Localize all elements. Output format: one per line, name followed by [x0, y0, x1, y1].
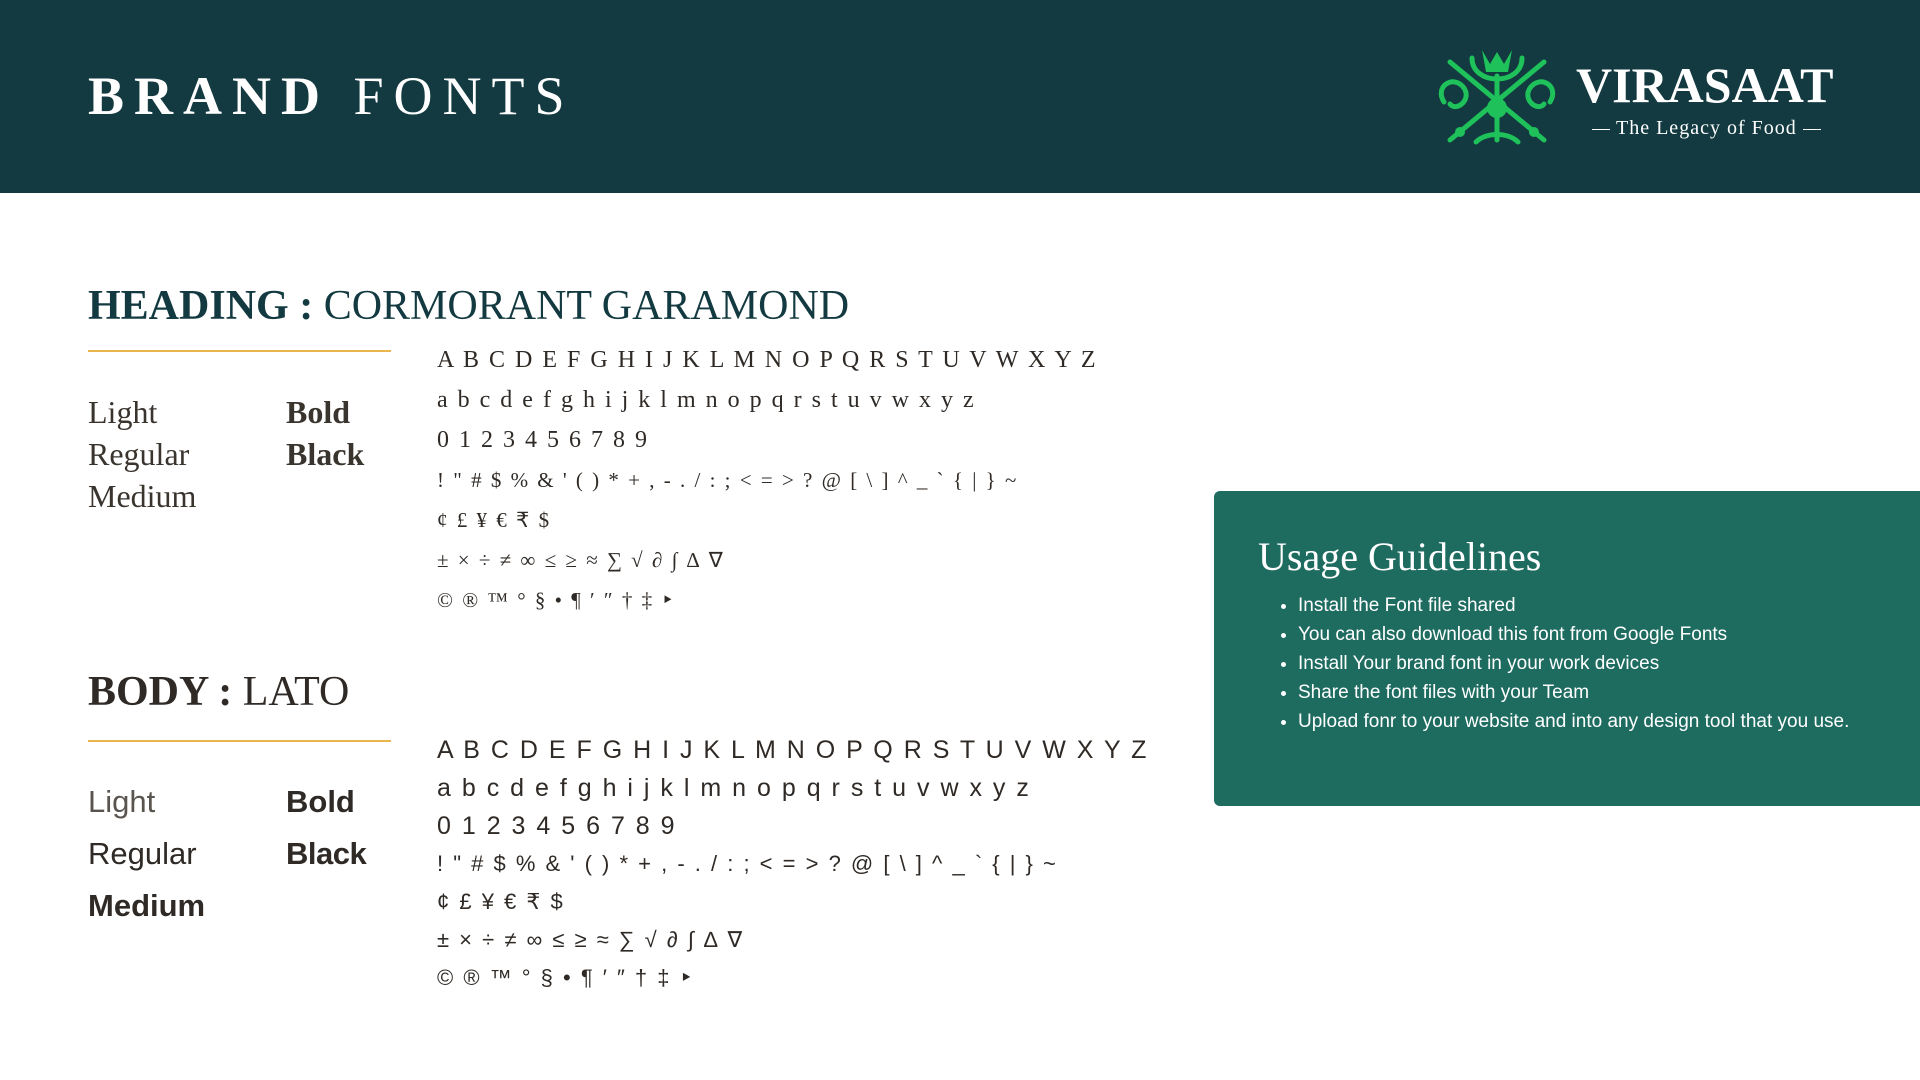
body-glyphs-punctuation: ! " # $ % & ' ( ) * + , - . / : ; < = > ? @ [ \ ] ^ _ ` { | } ~ [437, 851, 1058, 876]
guideline-item: • Upload fonr to your website and into any design tool that you use. [1298, 707, 1920, 736]
body-glyphs-currency: ¢ £ ¥ € ₹ $ [437, 889, 565, 914]
guideline-item: • You can also download this font from Google Fonts [1298, 620, 1920, 649]
tagline-dash-left [1592, 129, 1610, 130]
guideline-item: • Install the Font file shared [1298, 591, 1920, 620]
body-font-name: LATO [242, 669, 350, 715]
body-glyph-specimen [437, 731, 1148, 997]
heading-glyphs-punctuation: ! " # $ % & ' ( ) * + , - . / : ; < = > ? @ [ \ ] ^ _ ` { | } ~ [437, 468, 1019, 492]
heading-weight-black: Black [286, 436, 365, 472]
page-title [88, 66, 575, 126]
heading-font-name: CORMORANT GARAMOND [323, 283, 850, 329]
guideline-item: • Share the font files with your Team [1298, 678, 1920, 707]
heading-weight-medium: Medium [88, 478, 197, 514]
guideline-item: • Install Your brand font in your work devices [1298, 649, 1920, 678]
body-font-label: BODY : [88, 669, 233, 715]
usage-guidelines-title: Usage Guidelines [1258, 534, 1542, 579]
page-title-light: FONTS [353, 66, 575, 126]
body-glyphs-math: ± × ÷ ≠ ∞ ≤ ≥ ≈ ∑ √ ∂ ∫ ∆ ∇ [437, 927, 745, 952]
body-weight-black: Black [286, 836, 367, 871]
heading-font-title [88, 282, 849, 330]
brand-tagline [1586, 116, 1827, 140]
usage-guidelines-list [1258, 591, 1920, 736]
heading-font-label: HEADING : [88, 283, 314, 329]
tagline-dash-right [1803, 129, 1821, 130]
body-font-title [88, 668, 349, 716]
usage-guidelines-panel [1214, 491, 1920, 806]
body-weight-regular: Regular [88, 836, 197, 871]
brand-tagline-text: The Legacy of Food [1616, 117, 1797, 139]
brand-name: VIRASAAT [1576, 57, 1834, 113]
heading-glyphs-symbols: © ® ™ ° § • ¶ ′ ″ † ‡ ‣ [437, 588, 676, 612]
body-weight-light: Light [88, 784, 156, 819]
heading-glyphs-currency: ¢ £ ¥ € ₹ $ [437, 508, 552, 532]
heading-weight-regular: Regular [88, 436, 190, 472]
heading-divider [88, 350, 391, 352]
heading-glyphs-uppercase: A B C D E F G H I J K L M N O P Q R S T U V W X Y Z [437, 347, 1098, 373]
body-glyphs-symbols: © ® ™ ° § • ¶ ′ ″ † ‡ ‣ [437, 965, 695, 990]
body-glyphs-numerals: 0 1 2 3 4 5 6 7 8 9 [437, 812, 677, 840]
heading-glyph-specimen [437, 340, 1098, 620]
body-divider [88, 740, 391, 742]
page-title-bold: BRAND [88, 66, 331, 126]
ornamental-fork-knife-emblem-icon [1432, 46, 1562, 152]
heading-glyphs-lowercase: a b c d e f g h i j k l m n o p q r s t u v w x y z [437, 387, 976, 413]
body-weight-bold: Bold [286, 784, 355, 819]
brand-logo [1432, 46, 1832, 152]
header-banner [0, 0, 1920, 193]
body-glyphs-lowercase: a b c d e f g h i j k l m n o p q r s t u v w x y z [437, 774, 1031, 802]
heading-glyphs-numerals: 0 1 2 3 4 5 6 7 8 9 [437, 427, 649, 453]
heading-weight-light: Light [88, 394, 158, 430]
body-glyphs-uppercase: A B C D E F G H I J K L M N O P Q R S T U V W X Y Z [437, 736, 1149, 764]
body-weight-medium: Medium [88, 888, 206, 923]
heading-weight-bold: Bold [286, 394, 351, 430]
heading-glyphs-math: ± × ÷ ≠ ∞ ≤ ≥ ≈ ∑ √ ∂ ∫ ∆ ∇ [437, 548, 725, 572]
